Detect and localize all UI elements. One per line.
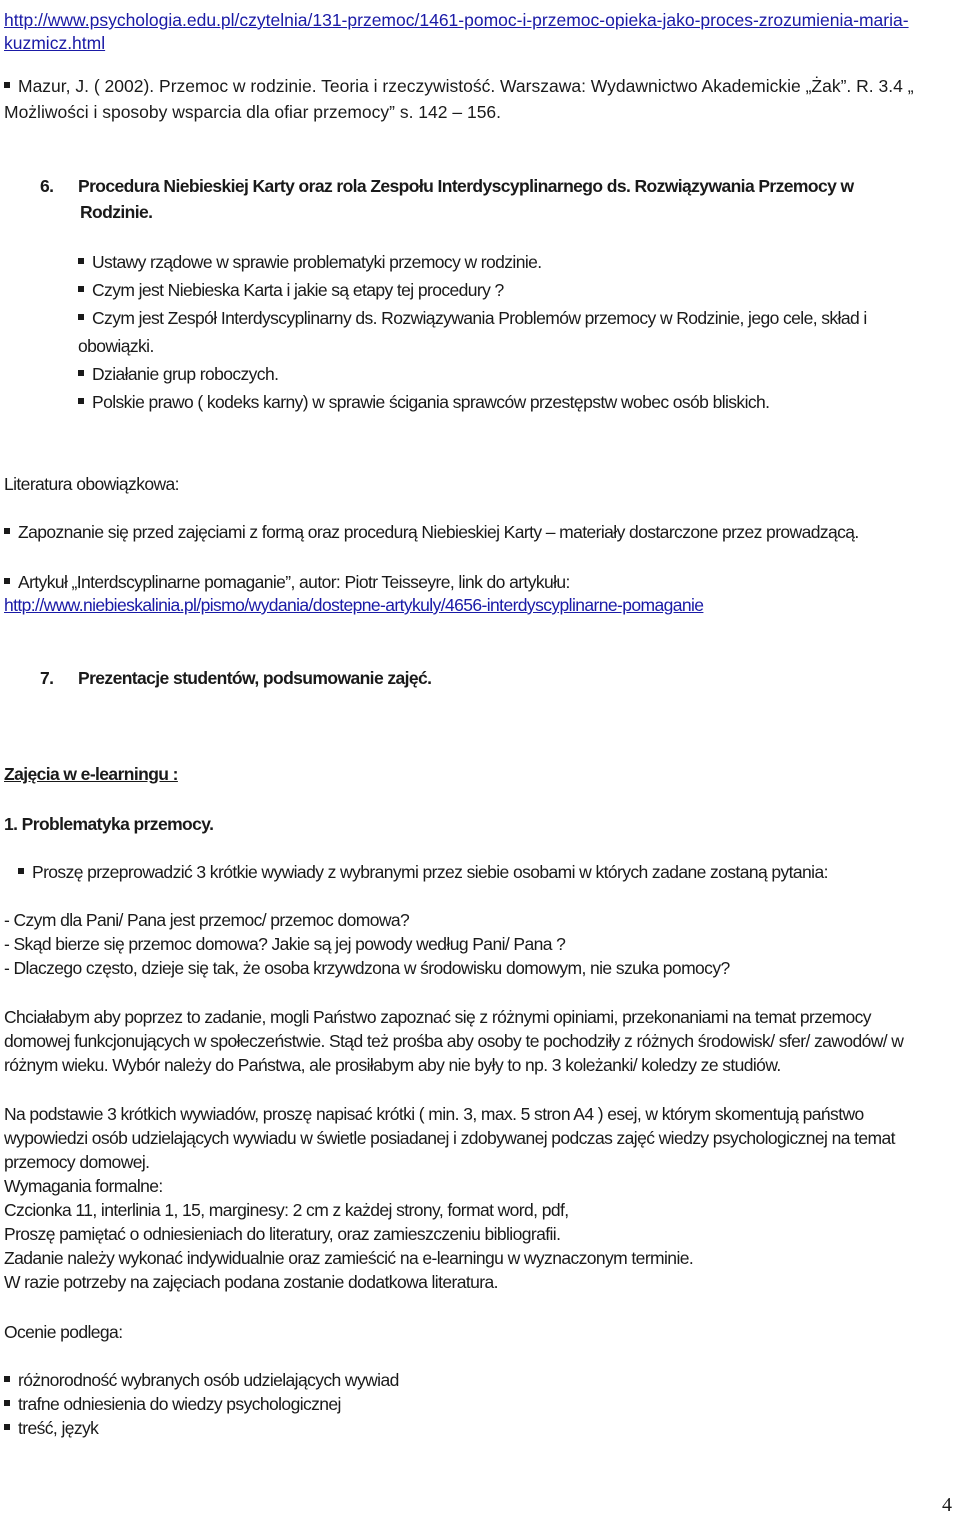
- bullet-icon: [4, 1424, 10, 1430]
- bullet-icon: [78, 370, 84, 376]
- page-number: 4: [942, 1494, 952, 1516]
- bullet-icon: [4, 528, 10, 534]
- requirement-line: Proszę pamiętać o odniesieniach do literatury, oraz zamieszczeniu bibliografii.: [4, 1224, 561, 1244]
- requirement-line: Zadanie należy wykonać indywidualnie oraz zamieścić na e-learningu w wyznaczonym terminie.: [4, 1248, 694, 1268]
- reference-mazur-line-1: Mazur, J. ( 2002). Przemoc w rodzinie. Teoria i rzeczywistość. Warszawa: Wydawnictwo Akademickie „Żak”. R. 3.4 „: [18, 76, 914, 96]
- requirement-line: W razie potrzeby na zajęciach podana zostanie dodatkowa literatura.: [4, 1272, 498, 1292]
- bullet-icon: [4, 1376, 10, 1382]
- elearning-heading: Zajęcia w e-learningu :: [4, 764, 178, 784]
- bullet-icon: [78, 398, 84, 404]
- section-7-number: 7.: [40, 668, 54, 688]
- bullet-icon: [78, 286, 84, 292]
- bullet-icon: [4, 82, 10, 88]
- reference-mazur: [4, 74, 914, 98]
- requirements-heading: Wymagania formalne:: [4, 1176, 163, 1196]
- literatura-item: Artykuł „Interdscyplinarne pomaganie”, autor: Piotr Teisseyre, link do artykułu:: [4, 570, 570, 594]
- section-6-title-line-2: Rodzinie.: [80, 202, 153, 222]
- grading-item: różnorodność wybranych osób udzielających wywiad: [4, 1368, 399, 1392]
- bullet-icon: [18, 868, 24, 874]
- interview-question: - Skąd bierze się przemoc domowa? Jakie są jej powody według Pani/ Pana ?: [4, 934, 566, 954]
- interdisciplinary-article-link[interactable]: http://www.niebieskalinia.pl/pismo/wydania/dostepne-artykuly/4656-interdyscyplinarne-pomaganie: [4, 595, 704, 615]
- section-6-item: Czym jest Zespół Interdyscyplinarny ds. Rozwiązywania Problemów przemocy w Rodzinie, jego cele, skład i: [78, 306, 867, 330]
- section-6-item: Działanie grup roboczych.: [78, 362, 278, 386]
- paragraph-1-line: Chciałabym aby poprzez to zadanie, mogli Państwo zapoznać się z różnymi opiniami, przekonaniami na temat przemocy: [4, 1007, 871, 1027]
- paragraph-1-line: różnym wieku. Wybór należy do Państwa, ale prosiłabym aby nie były to np. 3 koleżanki/ koledzy ze studiów.: [4, 1055, 781, 1075]
- section-6-number: 6.: [40, 176, 54, 196]
- literatura-item: Zapoznanie się przed zajęciami z formą oraz procedurą Niebieskiej Karty – materiały dostarczone przez prowadzącą.: [4, 520, 859, 544]
- bullet-icon: [78, 314, 84, 320]
- requirement-line: Czcionka 11, interlinia 1, 15, marginesy: 2 cm z każdej strony, format word, pdf,: [4, 1200, 569, 1220]
- interview-question: - Dlaczego często, dzieje się tak, że osoba krzywdzona w środowisku domowym, nie szuka pomocy?: [4, 958, 730, 978]
- paragraph-2-line: wypowiedzi osób udzielających wywiadu w świetle posiadanej i zdobywanej podczas zajęć wiedzy psychologicznej na temat: [4, 1128, 895, 1148]
- paragraph-2-line: Na podstawie 3 krótkich wywiadów, proszę napisać krótki ( min. 3, max. 5 stron A4 ) esej, w którym skomentują państwo: [4, 1104, 864, 1124]
- paragraph-1-line: domowej funkcjonujących w społeczeństwie. Stąd też prośba aby osoby te pochodziły z różnych środowisk/ sfer/ zawodów/ w: [4, 1031, 904, 1051]
- section-6-item-continuation: obowiązki.: [78, 336, 154, 356]
- elearning-task: Proszę przeprowadzić 3 krótkie wywiady z wybranymi przez siebie osobami w których zadane zostaną pytania:: [18, 860, 828, 884]
- literatura-heading: Literatura obowiązkowa:: [4, 474, 179, 494]
- article-link-line-1[interactable]: http://www.psychologia.edu.pl/czytelnia/131-przemoc/1461-pomoc-i-przemoc-opieka-jako-proces-zrozumienia-maria-: [4, 10, 909, 30]
- section-6-title-line-1: Procedura Niebieskiej Karty oraz rola Zespołu Interdyscyplinarnego ds. Rozwiązywania Przemocy w: [78, 176, 854, 196]
- section-6-item: Polskie prawo ( kodeks karny) w sprawie ścigania sprawców przestępstw wobec osób bliskich.: [78, 390, 769, 414]
- reference-mazur-line-2: Możliwości i sposoby wsparcia dla ofiar przemocy” s. 142 – 156.: [4, 102, 502, 122]
- grading-item: treść, język: [4, 1416, 98, 1440]
- section-6-item: Ustawy rządowe w sprawie problematyki przemocy w rodzinie.: [78, 250, 542, 274]
- interview-question: - Czym dla Pani/ Pana jest przemoc/ przemoc domowa?: [4, 910, 410, 930]
- bullet-icon: [4, 1400, 10, 1406]
- paragraph-2-line: przemocy domowej.: [4, 1152, 150, 1172]
- section-7-title: Prezentacje studentów, podsumowanie zajęć.: [78, 668, 432, 688]
- article-link-line-2[interactable]: kuzmicz.html: [4, 33, 106, 53]
- elearning-subheading: 1. Problematyka przemocy.: [4, 814, 214, 834]
- bullet-icon: [4, 578, 10, 584]
- grading-item: trafne odniesienia do wiedzy psychologicznej: [4, 1392, 341, 1416]
- grading-heading: Ocenie podlega:: [4, 1322, 123, 1342]
- section-6-item: Czym jest Niebieska Karta i jakie są etapy tej procedury ?: [78, 278, 504, 302]
- bullet-icon: [78, 258, 84, 264]
